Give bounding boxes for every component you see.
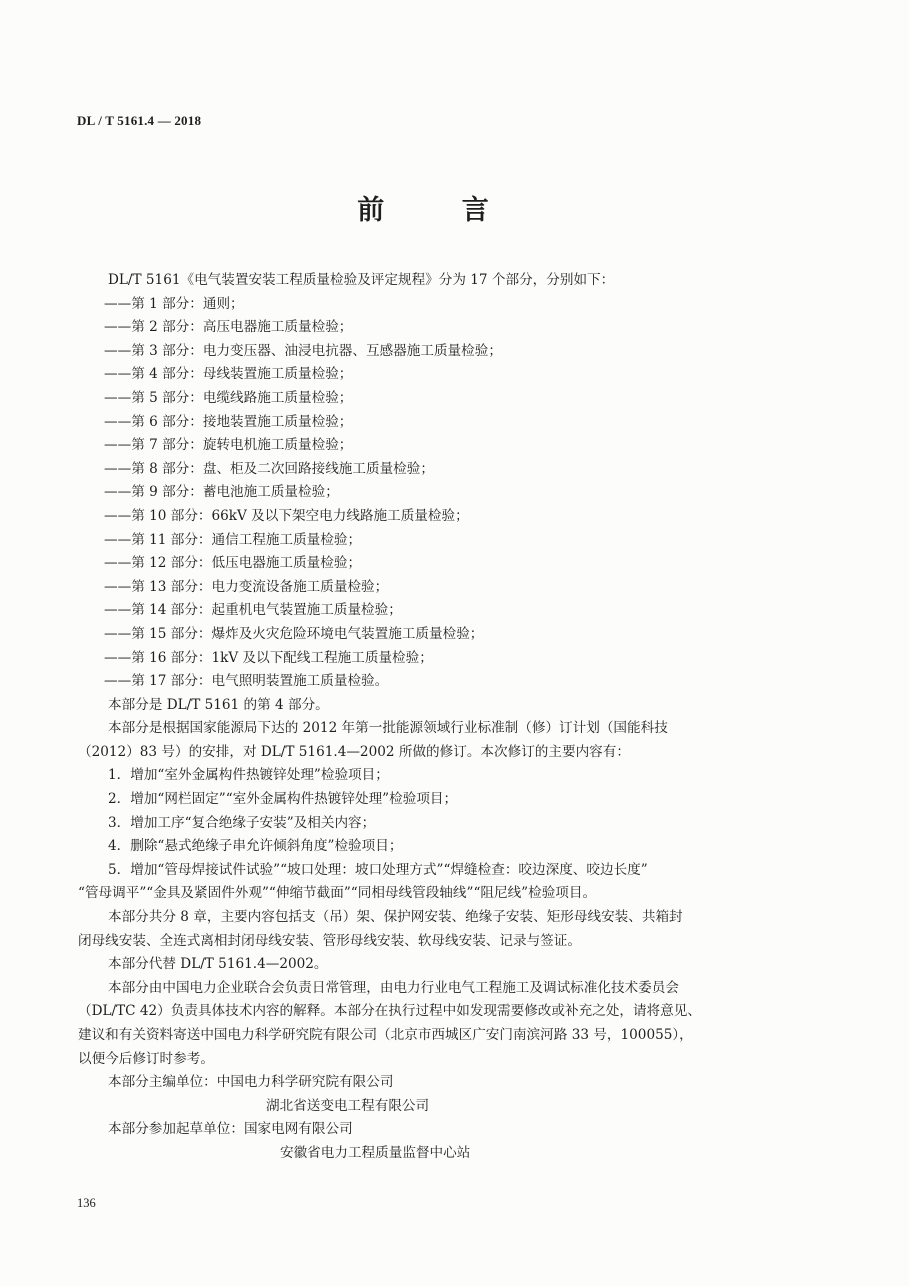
organization-name: 湖北省送变电工程有限公司: [266, 1097, 430, 1114]
text-line: 本部分是根据国家能源局下达的 2012 年第一批能源领域行业标准制（修）订计划（国能科技: [108, 720, 668, 737]
list-item: ——第 10 部分：66kV 及以下架空电力线路施工质量检验；: [104, 507, 469, 524]
list-item: ——第 13 部分：电力变流设备施工质量检验；: [104, 578, 389, 595]
list-item: ——第 12 部分：低压电器施工质量检验；: [104, 555, 362, 572]
list-item: ——第 2 部分：高压电器施工质量检验；: [104, 319, 353, 336]
participant-line: [78, 1118, 814, 1142]
page-title: 前 言: [357, 195, 523, 226]
management-paragraph: [78, 977, 814, 1071]
revision-paragraph: [78, 717, 814, 764]
contents-paragraph: [78, 906, 814, 953]
text-line: 闭母线安装、全连式离相封闭母线安装、管形母线安装、软母线安装、记录与签证。: [78, 932, 581, 949]
changes-list: [78, 764, 814, 906]
list-item: ——第 1 部分：通则；: [104, 295, 244, 312]
list-item: ——第 11 部分：通信工程施工质量检验；: [104, 531, 362, 548]
organization-name: 中国电力科学研究院有限公司: [216, 1074, 394, 1091]
list-item: ——第 9 部分：蓄电池施工质量检验；: [104, 484, 339, 501]
list-item: 4．删除“悬式绝缘子串允许倾斜角度”检验项目；: [108, 838, 403, 855]
page-number: 136: [77, 1196, 96, 1210]
standard-code-header: DL / T 5161.4 — 2018: [77, 113, 202, 128]
list-item: ——第 5 部分：电缆线路施工质量检验；: [104, 389, 353, 406]
list-item: ——第 14 部分：起重机电气装置施工质量检验；: [104, 602, 402, 619]
list-item: ——第 15 部分：爆炸及火灾危险环境电气装置施工质量检验；: [104, 625, 484, 642]
chief-editor-line: [78, 1071, 814, 1095]
text-line: 本部分共分 8 章，主要内容包括支（吊）架、保护网安装、绝缘子安装、矩形母线安装、共箱封: [108, 909, 683, 926]
chief-editor-block: [78, 1071, 814, 1118]
text-line: 建议和有关资料寄送中国电力科学研究院有限公司（北京市西城区广安门南滨河路 33 号，100055），: [78, 1027, 693, 1043]
list-item-continuation: “管母调平”“金具及紧固件外观”“伸缩节截面”“同相母线管段轴线”“阻尼线”检验项目。: [78, 885, 597, 902]
list-item: ——第 17 部分：电气照明装置施工质量检验。: [104, 673, 389, 690]
list-item: ——第 6 部分：接地装置施工质量检验；: [104, 413, 353, 430]
organization-name: 安徽省电力工程质量监督中心站: [280, 1144, 471, 1161]
chief-editor-label: 本部分主编单位：: [108, 1074, 217, 1091]
list-item: ——第 8 部分：盘、柜及二次回路接线施工质量检验；: [104, 460, 434, 477]
text-line: 本部分由中国电力企业联合会负责日常管理，由电力行业电气工程施工及调试标准化技术委员会: [108, 979, 679, 996]
organization-name: 国家电网有限公司: [243, 1121, 353, 1138]
this-part-paragraph: 本部分是 DL/T 5161 的第 4 部分。: [108, 696, 329, 713]
list-item: ——第 16 部分：1kV 及以下配线工程施工质量检验；: [104, 649, 433, 666]
replaces-paragraph: 本部分代替 DL/T 5161.4—2002。: [108, 956, 328, 973]
text-line: （DL/TC 42）负责具体技术内容的解释。本部分在执行过程中如发现需要修改或补充之处，请将意见、: [78, 1003, 701, 1020]
text-line: 以便今后修订时参考。: [78, 1050, 214, 1067]
intro-paragraph: DL/T 5161《电气装置安装工程质量检验及评定规程》分为 17 个部分，分别如下：: [108, 272, 615, 288]
list-item: ——第 3 部分：电力变压器、油浸电抗器、互感器施工质量检验；: [104, 342, 502, 359]
list-item: 1．增加“室外金属构件热镀锌处理”检验项目；: [108, 767, 389, 784]
list-item: 5．增加“管母焊接试件试验”“坡口处理：坡口处理方式”“焊缝检查：咬边深度、咬边长度”: [108, 861, 648, 878]
foreword-body: [78, 269, 814, 1166]
participant-block: [78, 1118, 814, 1165]
list-item: 2．增加“网栏固定”“室外金属构件热镀锌处理”检验项目；: [108, 791, 458, 808]
text-line: （2012）83 号）的安排，对 DL/T 5161.4—2002 所做的修订。本次修订的主要内容有：: [78, 743, 630, 760]
participant-label: 本部分参加起草单位：: [108, 1121, 244, 1138]
list-item: 3．增加工序“复合绝缘子安装”及相关内容；: [108, 814, 376, 831]
list-item: ——第 7 部分：旋转电机施工质量检验；: [104, 437, 353, 454]
parts-list: [78, 293, 814, 694]
list-item: ——第 4 部分：母线装置施工质量检验；: [104, 366, 353, 383]
